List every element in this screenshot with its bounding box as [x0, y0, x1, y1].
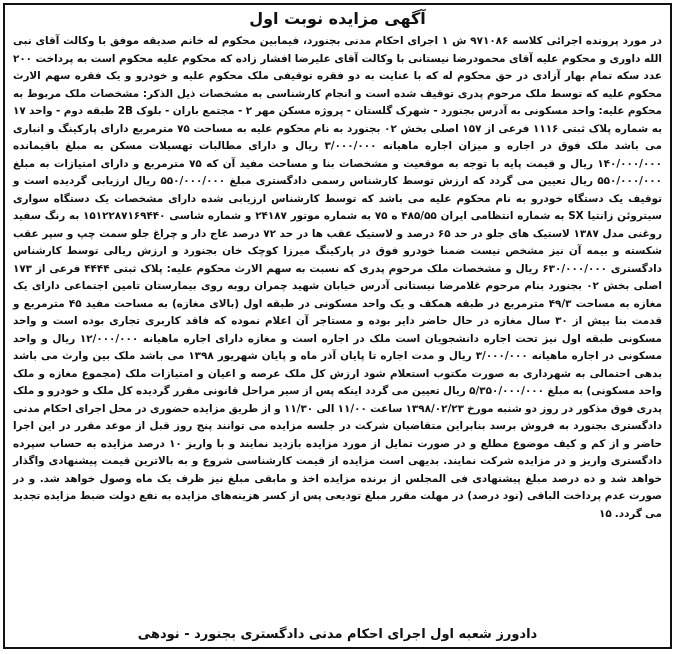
notice-title: آگهی مزایده نوبت اول: [249, 9, 426, 28]
notice-signature: دادورز شعبه اول اجرای احکام مدنی دادگستری بجنورد - نودهی: [137, 627, 538, 642]
notice-body: در مورد پرونده اجرائی کلاسه ۹۷۱۰۸۶ ش ۱ اجرای احکام مدنی بجنورد، فیمابین محکوم له خانم صدیقه موفق با وکالت آقای نبی الله داوری و محکوم علیه آقای محمودرضا نیستانی با وکالت آقای علیرضا افشار زاده که محکوم علیه محکوم است به پرداخت ۲۰۰ عدد سکه تمام بهار آزادی در حق محکوم له که با عنایت به دو فقره توقیفی ملک محکوم علیه و خودرو و یک فقره سهم الارث محکوم علیه که توسط ملک مرحوم پدری توقیف شده است و انجام کارشناسی به مشخصات ذیل الذکر: مشخصات ملک مربوط به محکوم علیه: واحد مسکونی به آدرس بجنورد - شهرک گلستان - پروژه مسکن مهر ۲ - مجتمع باران - بلوک 2B طبقه دوم - واحد ۱۷ به شماره پلاک ثبتی ۱۱۱۶ فرعی از ۱۵۷ اصلی بخش ۰۲ بجنورد به نام محکوم علیه به مساحت ۷۵ مترمربع دارای پارکینگ و انباری می باشد ملک فوق در اجاره و میزان اجاره ماهیانه ۳/۰۰۰/۰۰۰ ریال و دارای مطالبات تهسیلات مسکن به مبلغ باقیمانده ۱۴۰/۰۰۰/۰۰۰ ریال و قیمت پایه با توجه به موقعیت و مشخصات بنا و مساحت مفید آن که ۷۵ مترمربع و دارای امتیازات به مبلغ ۵۵۰/۰۰۰/۰۰۰ ریال تعیین می گردد که ارزش توسط کارشناس رسمی دادگستری مبلغ ۵۵۰/۰۰۰/۰۰۰ ریال ارزیابی گردیده است و توقیف یک دستگاه خودرو به نام محکوم علیه می باشد که توسط کارشناس ارزیابی شده دارای مشخصات یک دستگاه سواری سیتروئن زانتیا SX به شماره انتظامی ایران ۴۸۵/۵۵ ه ۷۵ به شماره موتور ۲۴۱۸۷ و شماره شاسی ۱۵۱۲۲۸۷۱۶۹۴۴۰ به رنگ سفید روغنی مدل ۱۳۸۷ لاستیک های جلو در حد ۶۵ درصد و لاستیک عقب ها در حد ۷۲ درصد عاج دار و چراغ جلو سمت چپ و سپر عقب شکسته و بیمه آن نیز مشخص نیست ضمنا خودرو فوق در پارکینگ میرزا کوچک خان بجنورد و ارزش ریالی توسط کارشناس دادگستری ۶۳۰/۰۰۰/۰۰۰ ریال و مشخصات ملک مرحوم پدری که نسبت به سهم الارث محکوم علیه: پلاک ثبتی ۴۴۴۴ فرعی از ۱۷۳ اصلی بخش ۰۲ بجنورد بنام مرحوم غلامرضا نیستانی آدرس خیابان شهید چمران روبه روی بیمارستان تامین اجتماعی دارای یک مغازه به مساحت ۴۹/۳ مترمربع در طبقه همکف و یک واحد مسکونی در طبقه اول (بالای مغازه) به مساحت مفید ۴۵ مترمربع و قدمت بنا بیش از ۳۰ سال مغازه در حال حاضر دایر بوده و مستاجر آن اعلام نموده که فاقد کاربری تجاری بوده است و واحد مسکونی طبقه اول نیز تحت اجاره دانشجویان است ملک در اجاره است و مغازه دارای اجاره ماهیانه ۱۲/۰۰۰/۰۰۰ ریال و واحد مسکونی در اجاره ماهیانه ۳/۰۰۰/۰۰۰ ریال و مدت اجاره تا پایان آذر ماه و پایان شهریور ۱۳۹۸ می باشد ملک بین وارث می باشد بدهی احتمالی به شهرداری به صورت مکتوب استعلام شود ارزش کل ملک عرصه و اعیان و امتیازات ملک (مجموع مغازه و ملک واحد مسکونی) به مبلغ ۵/۳۵۰/۰۰۰/۰۰۰ ریال تعیین می گردد اینکه پس از سیر مراحل قانونی مقرر گردیده کل ملک و خودرو و ملک پدری فوق مذکور در روز دو شنبه مورخ ۱۳۹۸/۰۲/۲۳ ساعت ۱۱/۰۰ الی ۱۱/۳۰ و از طریق مزایده حضوری در محل اجرای احکام مدنی دادگستری بجنورد به فروش برسد بنابراین متقاضیان شرکت در جلسه مزایده می توانند پنج روز قبل از موعد مقرر در این اجرا حاضر و از کم و کیف موضوع مطلع و در صورت تمایل از مورد مزایده بازدید نمایند و با واریز ۱۰ درصد مزایده به حساب سپرده دادگستری واریز و در مزایده شرکت نمایند. بدیهی است مزایده از قیمت کارشناسی شروع و به بالاترین قیمت پیشنهادی واگذار خواهد شد و ده درصد مبلغ پیشنهادی فی المجلس از برنده مزایده اخذ و مابقی مبلغ نیز ظرف یک ماه وصول خواهد شد. و در صورت عدم پرداخت الباقی (نود درصد) در مهلت مقرر مبلغ تودیعی پس از کسر هزینه‌های مزایده به نفع دولت ضبط مزایده تجدید می گردد. ۱۵: [13, 35, 663, 520]
auction-notice: [3, 3, 672, 649]
